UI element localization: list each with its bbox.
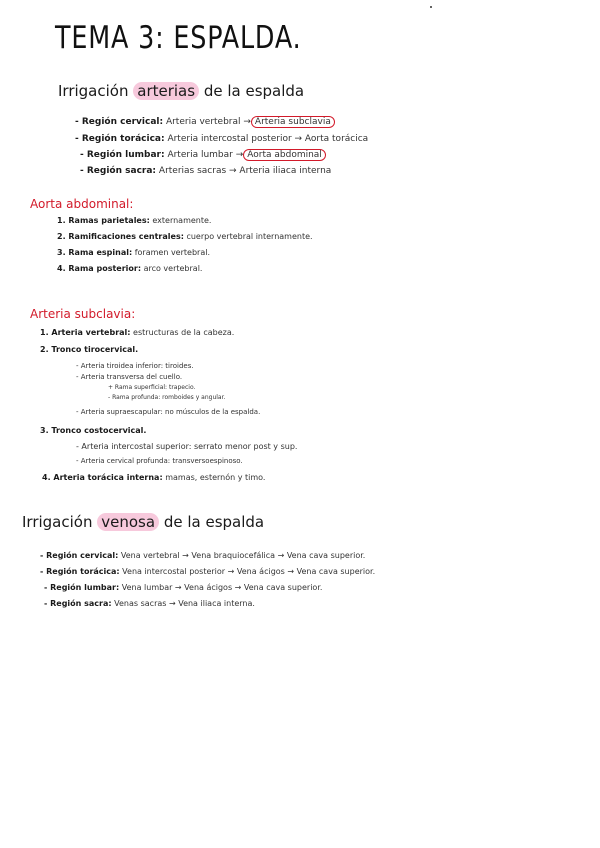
venous-heading-post: de la espalda (159, 513, 265, 531)
venous-text-toracica: Vena intercostal posterior → Vena ácigos → Vena cava superior. (122, 567, 376, 576)
venous-text-sacra: Venas sacras → Vena iliaca interna. (114, 599, 255, 608)
page-title: TEMA 3: ESPALDA. (55, 20, 302, 56)
subclavia-item-2-sub-2: - Arteria transversa del cuello. (76, 373, 183, 381)
arterial-boxed-subclavia: Arteria subclavia (251, 116, 335, 128)
venous-label-toracica: - Región torácica: (40, 567, 120, 576)
arterial-label-sacra: - Región sacra: (80, 166, 157, 176)
aorta-item-1 (57, 216, 211, 225)
subclavia-item-4-text: mamas, esternón y timo. (165, 473, 266, 482)
venous-heading-highlight: venosa (97, 513, 159, 531)
arterial-text-sacra: Arterias sacras → Arteria iliaca interna (158, 166, 332, 176)
venous-text-lumbar: Vena lumbar → Vena ácigos → Vena cava superior. (121, 583, 323, 592)
venous-line-cervical (40, 551, 365, 560)
aorta-item-1-text: externamente. (152, 216, 212, 225)
aorta-item-2-text: cuerpo vertebral internamente. (186, 232, 313, 241)
subclavia-item-4 (42, 473, 265, 482)
arterial-text-toracica: Arteria intercostal posterior → Aorta torácica (167, 134, 369, 144)
subclavia-item-3-sub-2: - Arteria cervical profunda: transversoespinoso. (76, 457, 243, 465)
venous-label-sacra: - Región sacra: (44, 599, 112, 608)
aorta-item-3 (57, 248, 210, 257)
aorta-item-1-label: 1. Ramas parietales: (57, 216, 150, 225)
arterial-text-cervical: Arteria vertebral → (165, 117, 251, 127)
subclavia-item-4-label: 4. Arteria torácica interna: (42, 473, 163, 482)
subclavia-item-2-last: - Arteria supraescapular: no músculos de la espalda. (76, 408, 261, 416)
arterial-text-lumbar: Arteria lumbar → (167, 150, 244, 160)
arterial-line-toracica (75, 134, 368, 144)
subclavia-item-1 (40, 328, 234, 337)
aorta-item-4-text: arco vertebral. (143, 264, 203, 273)
aorta-item-2 (57, 232, 313, 241)
venous-line-lumbar (44, 583, 322, 592)
subclavia-item-3: 3. Tronco costocervical. (40, 426, 147, 435)
arterial-line-lumbar (80, 150, 326, 160)
venous-heading (22, 513, 264, 531)
subclavia-item-1-label: 1. Arteria vertebral: (40, 328, 131, 337)
venous-heading-pre: Irrigación (22, 513, 98, 531)
arterial-heading-post: de la espalda (199, 82, 305, 100)
subclavia-item-2-subsub-1: + Rama superficial: trapecio. (108, 384, 196, 391)
subclavia-item-1-text: estructuras de la cabeza. (133, 328, 235, 337)
arterial-boxed-aorta: Aorta abdominal (243, 149, 326, 161)
subclavia-item-2-subsub-2: - Rama profunda: romboides y angular. (108, 394, 226, 401)
arterial-heading-pre: Irrigación (58, 82, 134, 100)
arterial-line-cervical (75, 117, 335, 127)
arterial-heading (58, 82, 304, 100)
subclavia-heading: Arteria subclavia: (30, 307, 136, 321)
aorta-item-2-label: 2. Ramificaciones centrales: (57, 232, 184, 241)
aorta-item-4 (57, 264, 202, 273)
aorta-item-3-label: 3. Rama espinal: (57, 248, 133, 257)
arterial-line-sacra (80, 166, 331, 176)
venous-text-cervical: Vena vertebral → Vena braquiocefálica → Vena cava superior. (120, 551, 366, 560)
arterial-label-toracica: - Región torácica: (75, 134, 165, 144)
arterial-label-lumbar: - Región lumbar: (80, 150, 165, 160)
venous-line-toracica (40, 567, 375, 576)
aorta-item-3-text: foramen vertebral. (134, 248, 210, 257)
venous-label-lumbar: - Región lumbar: (44, 583, 120, 592)
subclavia-item-3-sub-1: - Arteria intercostal superior: serrato menor post y sup. (76, 442, 298, 451)
aorta-item-4-label: 4. Rama posterior: (57, 264, 142, 273)
venous-label-cervical: - Región cervical: (40, 551, 119, 560)
subclavia-item-2: 2. Tronco tirocervical. (40, 345, 139, 354)
aorta-heading: Aorta abdominal: (30, 197, 134, 211)
ink-dot (430, 6, 432, 8)
venous-line-sacra (44, 599, 255, 608)
arterial-heading-highlight: arterias (133, 82, 199, 100)
arterial-label-cervical: - Región cervical: (75, 117, 164, 127)
subclavia-item-2-sub-1: - Arteria tiroidea inferior: tiroides. (76, 362, 194, 370)
